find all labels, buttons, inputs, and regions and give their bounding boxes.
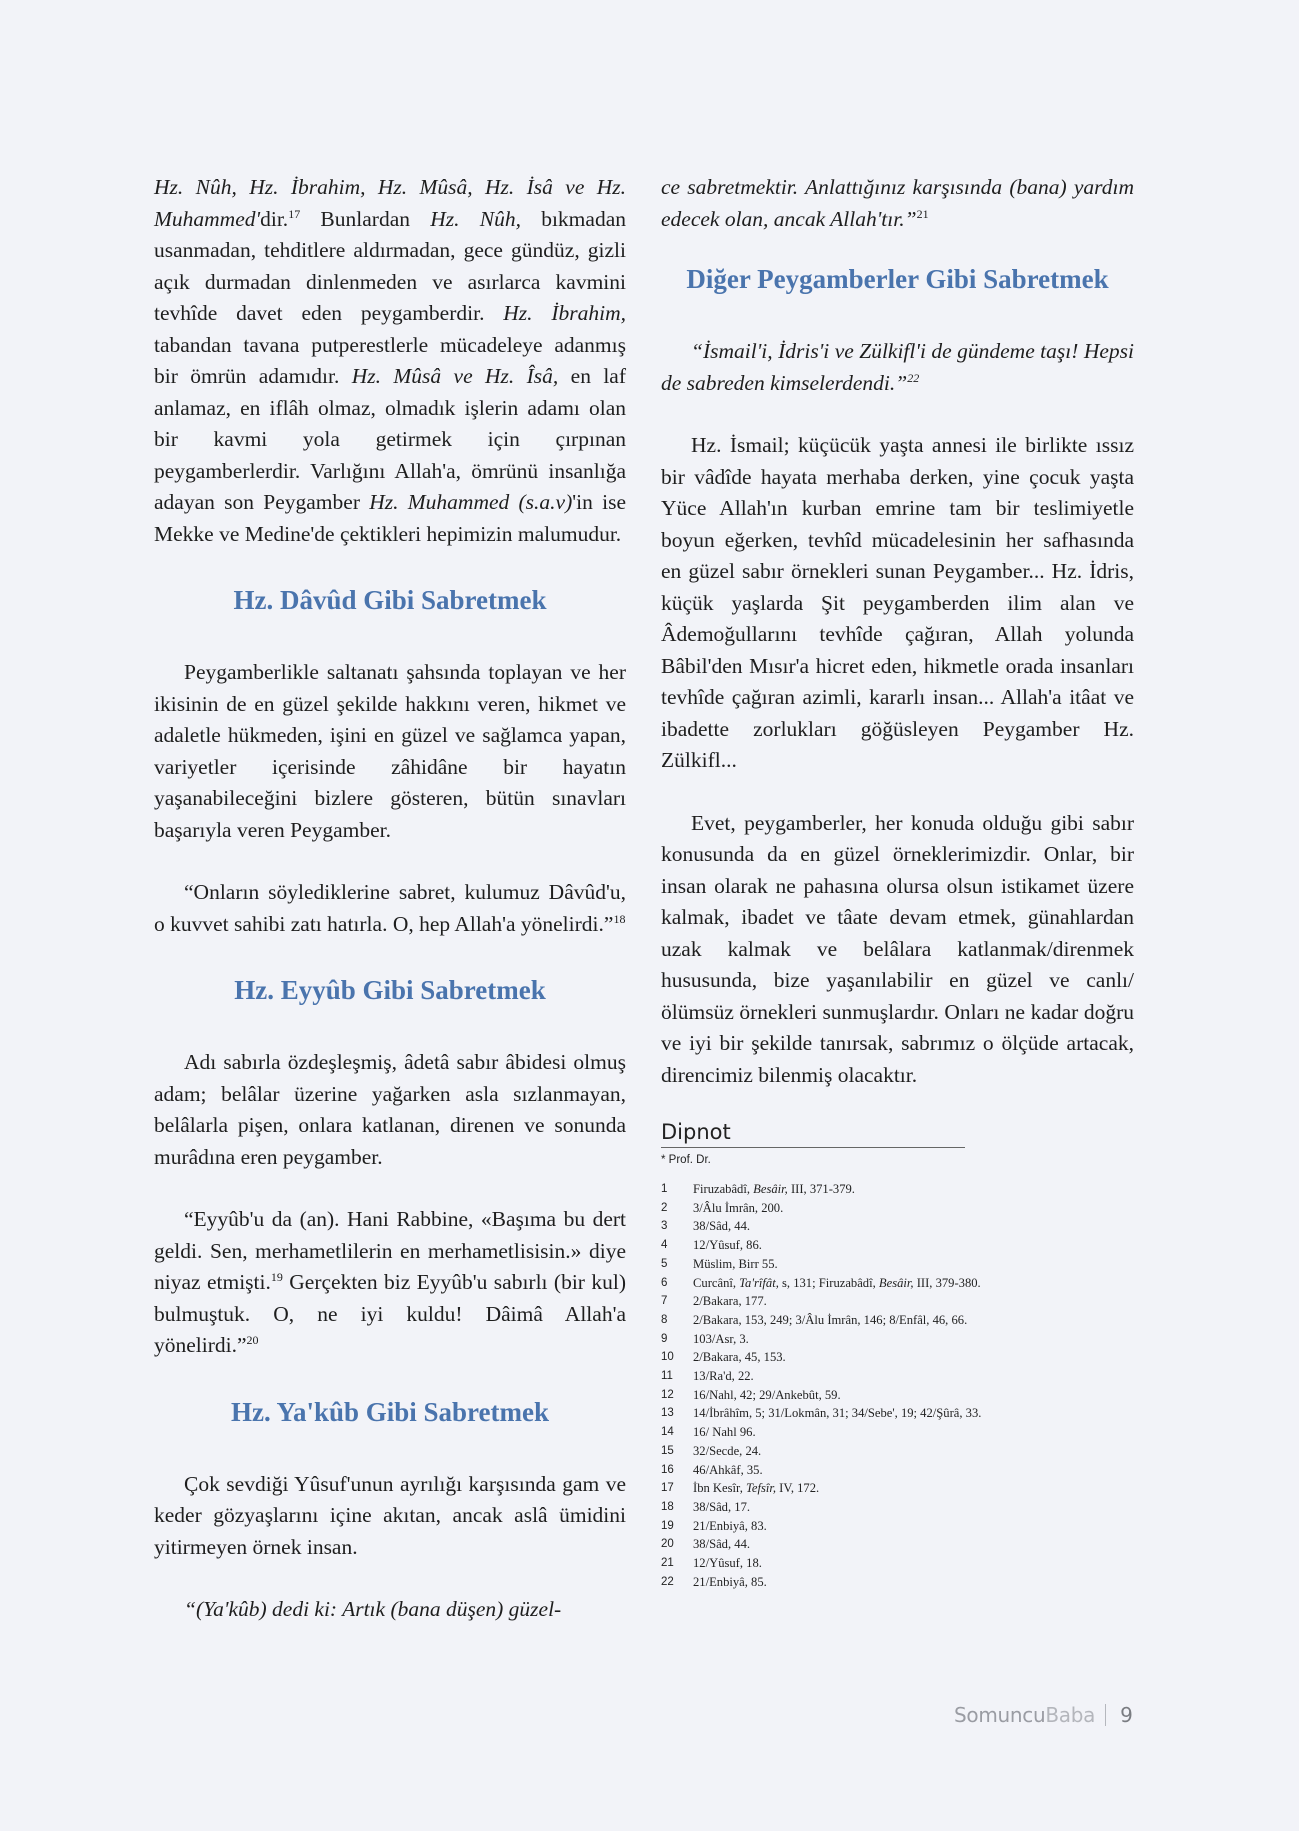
footnote-text: 21/Enbiyâ, 85. [693, 1574, 767, 1589]
footnote-item [661, 1367, 1134, 1386]
brand-logo: SomuncuBaba [954, 1703, 1096, 1727]
footnote-item [661, 1479, 1134, 1498]
footnote-text: 12/Yûsuf, 86. [693, 1238, 762, 1253]
footnote-text: 46/Ahkâf, 35. [693, 1462, 763, 1477]
footnote-number: 17 [661, 1482, 674, 1495]
footnote-text: Müslim, Birr 55. [693, 1256, 778, 1271]
footnote-text: 2/Bakara, 45, 153. [693, 1350, 786, 1365]
footer-divider [1105, 1704, 1106, 1726]
footnote-ref[interactable]: 22 [907, 370, 920, 385]
footnote-item [661, 1535, 1134, 1554]
footnote-text: Curcânî, Ta'rîfât, s, 131; Firuzabâdî, Besâir, III, 379-380. [693, 1275, 981, 1290]
footnote-number: 9 [661, 1332, 668, 1345]
footnote-item [661, 1554, 1134, 1573]
footnotes-title: Dipnot [661, 1120, 965, 1148]
footnote-item [661, 1573, 1134, 1592]
footnote-number: 19 [661, 1519, 674, 1532]
footnote-item [661, 1517, 1134, 1536]
footnote-number: 4 [661, 1239, 668, 1252]
footnote-item [661, 1498, 1134, 1517]
footnote-item [661, 1311, 1134, 1330]
footnote-number: 10 [661, 1351, 674, 1364]
section-heading-eyyub: Hz. Eyyûb Gibi Sabretmek [234, 975, 546, 1005]
footnote-text: 2/Bakara, 177. [693, 1294, 767, 1309]
footnote-number: 15 [661, 1444, 674, 1457]
paragraph-davud: Peygamberlikle saltanatı şahsında toplayan ve her ikisinin de en güzel şekilde hakkını veren, hikmet ve adaletle hükmeden, işini en güzel ve sağlamca yapan, variyetler içerisinde zâhidâne bir hayatın yaşanabileceğini bizlere gösteren, bütün sınavları başarıyla veren Peygamber. [154, 660, 626, 842]
footnote-text: 32/Secde, 24. [693, 1443, 762, 1458]
footnote-item [661, 1217, 1134, 1236]
footnote-text: 14/İbrâhîm, 5; 31/Lokmân, 31; 34/Sebe', 19; 42/Şûrâ, 33. [693, 1406, 982, 1421]
quote-yakub: “(Ya'kûb) dedi ki: Artık (bana düşen) güzel- [184, 1597, 562, 1621]
section-heading-yakub: Hz. Ya'kûb Gibi Sabretmek [230, 1396, 550, 1427]
footnote-number: 3 [661, 1220, 668, 1233]
footnote-text: İbn Kesîr, Tefsîr, IV, 172. [693, 1481, 820, 1496]
footnote-item [661, 1199, 1134, 1218]
footnote-list [661, 1180, 1134, 1591]
footnote-number: 1 [661, 1183, 668, 1195]
footnote-number: 2 [661, 1201, 668, 1214]
footnote-text: 21/Enbiyâ, 83. [693, 1518, 767, 1533]
footnote-number: 5 [661, 1257, 668, 1270]
footnote-text: 3/Âlu İmrân, 200. [693, 1200, 784, 1215]
footnote-text: 38/Sâd, 17. [693, 1499, 751, 1514]
footnote-item [661, 1404, 1134, 1423]
paragraph-eyyub: Adı sabırla özdeşleşmiş, âdetâ sabır âbidesi olmuş adam; belâlar üzerine yağarken asla sızlanmayan, belâlarla pişen, onlara katlanan, direnen ve sonunda murâdına eren peygamber. [154, 1050, 626, 1169]
footnote-item [661, 1330, 1134, 1349]
footnote-number: 6 [661, 1276, 668, 1289]
quote-eyyub: “Eyyûb'u da (an). Hani Rabbine, «Başıma bu dert geldi. Sen, merhametlilerin en merhametlisisin.» diye niyaz etmişti.$^{19}$ Gerçekten biz Eyyûb'u sabırlı (bir kul) bulmuştuk. O, ne iyi kuldu! Dâimâ Allah'a yönelirdi.”$^{20}$ [154, 1207, 626, 1357]
right-column [661, 172, 1134, 1591]
footnote-number: 16 [661, 1463, 674, 1476]
footnote-item [661, 1348, 1134, 1367]
footnote-item [661, 1292, 1134, 1311]
footnote-ref[interactable]: 17 [288, 206, 301, 221]
footnote-number: 14 [661, 1426, 674, 1439]
footnote-text: 16/Nahl, 42; 29/Ankebût, 59. [693, 1387, 841, 1402]
footnote-number: 22 [661, 1575, 674, 1588]
footnote-number: 12 [661, 1388, 674, 1401]
paragraph-ismail: Hz. İsmail; küçücük yaşta annesi ile birlikte ıssız bir vâdîde hayata merhaba derken, yine çocuk yaşta Yüce Allah'ın kurban emrine tam bir teslimiyetle boyun eğerken, tevhîd mücadelesinin her safhasında en güzel sabır örnekleri sunan Peygamber... Hz. İdris, küçük yaşlarda Şit peygamberden ilim alan ve Âdemoğullarını tevhîde çağıran, Allah yolunda Bâbil'den Mısır'a hicret eden, hikmetle orada insanları tevhîde çağıran azimli, kararlı insan... Allah'a itâat ve ibadette zorlukları göğüsleyen Peygamber Hz. Zülkifl... [661, 433, 1134, 772]
footnote-ref[interactable]: 19 [270, 1269, 283, 1284]
footnote-item [661, 1423, 1134, 1442]
footnote-text: 38/Sâd, 44. [693, 1219, 751, 1234]
footnote-number: 20 [661, 1538, 674, 1551]
footnote-number: 21 [661, 1557, 674, 1570]
footnote-number: 7 [661, 1295, 668, 1308]
footnote-text: 2/Bakara, 153, 249; 3/Âlu İmrân, 146; 8/Enfâl, 46, 66. [693, 1312, 968, 1327]
footnote-text: 16/ Nahl 96. [693, 1425, 756, 1440]
left-column [154, 172, 626, 1657]
footnote-number: 11 [661, 1370, 673, 1383]
author-note: * Prof. Dr. [661, 1154, 711, 1166]
footnote-ref[interactable]: 21 [916, 206, 929, 221]
page-number: 9 [1120, 1703, 1133, 1727]
page-footer [954, 1703, 1133, 1727]
footnote-item [661, 1255, 1134, 1274]
footnote-text: 38/Sâd, 44. [693, 1537, 751, 1552]
footnote-item [661, 1442, 1134, 1461]
footnote-item [661, 1180, 1134, 1199]
footnote-item [661, 1236, 1134, 1255]
footnote-ref[interactable]: 18 [613, 911, 626, 926]
paragraph-evet: Evet, peygamberler, her konuda olduğu gibi sabır konusunda da en güzel örneklerimizdir. Onlar, bir insan olarak ne pahasına olursa olsun istikamet üzere kalmak, ibadet ve tâate devam etmek, günahlardan uzak kalmak ve belâlara katlanmak/direnmek hususunda, bize yaşanılabilir en güzel ve canlı/ölümsüz örnekleri sunmuşlardır. Onları ne kadar doğru ve iyi bir şekilde tanırsak, sabrımız o ölçüde artacak, direncimiz bilenmiş olacaktır. [661, 810, 1134, 1087]
footnote-item [661, 1461, 1134, 1480]
quote-diger: “İsmail'i, İdris'i ve Zülkifl'i de gündeme taşı! Hepsi de sabreden kimselerdendi.”$^{22}$ [661, 339, 1134, 395]
footnote-text: 12/Yûsuf, 18. [693, 1556, 762, 1571]
intro-paragraph: Hz. Nûh, Hz. İbrahim, Hz. Mûsâ, Hz. İsâ ve Hz. Muhammed'dir.$^{17}$ Bunlardan Hz. Nûh, bıkmadan usanmadan, tehditlere aldırmadan, gece gündüz, gizli açık durmadan dinlenmeden ve asırlarca kavmini tevhîde davet eden peygamberdir. Hz. İbrahim, tabandan tavana putperestlerle mücadeleye adanmış bir ömrün adamıdır. Hz. Mûsâ ve Hz. Îsâ, en laf anlamaz, en iflâh olmaz, olmadık işlerin adamı olan bir kavmi yola getirmek için çırpınan peygamberlerdir. Varlığını Allah'a, ömrünü insanlığa adayan son Peygamber Hz. Muhammed (s.a.v)'in ise Mekke ve Medine'de çektikleri hepimizin malumudur. [154, 175, 627, 546]
footnote-text: 103/Asr, 3. [693, 1331, 749, 1346]
footnote-text: Firuzabâdî, Besâir, III, 371-379. [693, 1182, 855, 1196]
footnote-item [661, 1274, 1134, 1293]
footnote-number: 8 [661, 1313, 668, 1326]
section-heading-davud: Hz. Dâvûd Gibi Sabretmek [233, 585, 547, 615]
footnotes [661, 1120, 1134, 1591]
footnote-number: 18 [661, 1500, 674, 1513]
section-heading-diger: Diğer Peygamberler Gibi Sabretmek [686, 264, 1109, 294]
footnote-text: 13/Ra'd, 22. [693, 1369, 754, 1384]
footnote-ref[interactable]: 20 [246, 1332, 259, 1347]
footnote-number: 13 [661, 1407, 674, 1420]
quote-yakub-continued: ce sabretmektir. Anlattığınız karşısında (bana) yardım edecek olan, ancak Allah'tır.”$^{21}$ [661, 175, 1134, 231]
footnote-item [661, 1386, 1134, 1405]
quote-davud: “Onların söylediklerine sabret, kulumuz Dâvûd'u, o kuvvet sahibi zatı hatırla. O, hep Allah'a yönelirdi.”$^{18}$ [154, 880, 626, 936]
paragraph-yakub: Çok sevdiği Yûsuf'unun ayrılığı karşısında gam ve keder gözyaşlarını içine akıtan, ancak aslâ ümidini yitirmeyen örnek insan. [154, 1471, 626, 1559]
